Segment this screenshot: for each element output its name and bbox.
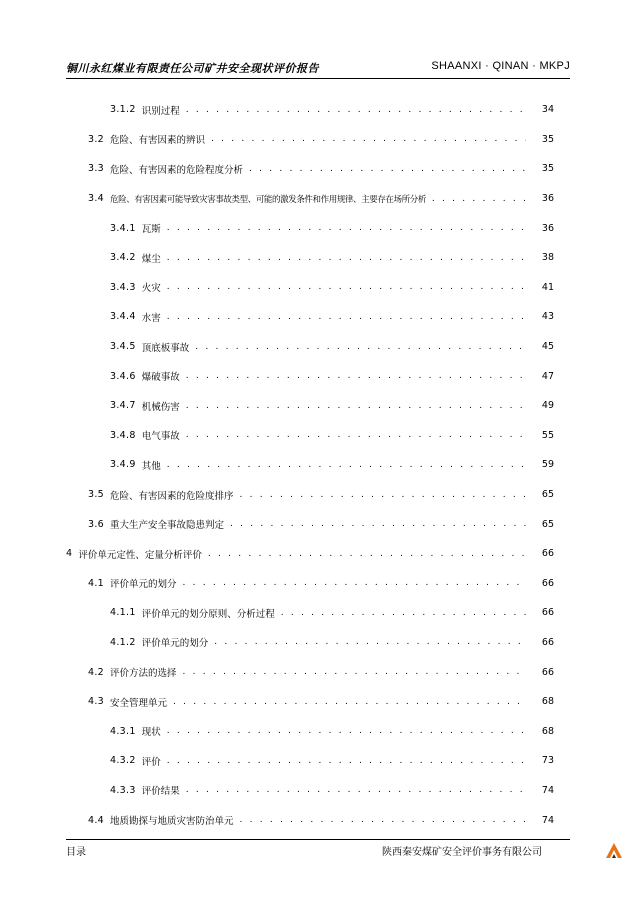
- toc-entry-page: 74: [541, 784, 554, 796]
- toc-entry[interactable]: [66, 332, 554, 362]
- toc-entry-title: 重大生产安全事故隐患判定: [110, 520, 225, 532]
- toc-entry-page: 35: [541, 133, 554, 145]
- toc-entry[interactable]: [66, 391, 554, 421]
- toc-entry[interactable]: [66, 184, 554, 214]
- toc-entry[interactable]: [66, 421, 554, 451]
- toc-entry-title: 爆破事故: [141, 372, 180, 384]
- toc-entry[interactable]: [66, 628, 554, 658]
- toc-entry-number: 4.2: [88, 666, 105, 678]
- toc-entry-number: 3.4.7: [110, 400, 136, 412]
- toc-entry-number: 3.4.6: [110, 370, 136, 382]
- toc-entry-title: 评价单元的划分原则、分析过程: [141, 608, 275, 620]
- toc-entry-number: 3.4.3: [110, 281, 136, 293]
- toc-entry-page: 55: [541, 429, 554, 441]
- toc-leader-dots: [186, 105, 526, 115]
- toc-leader-dots: [183, 667, 526, 677]
- toc-entry-number: 4.1.1: [110, 607, 136, 619]
- toc-entry-page: 66: [541, 548, 554, 560]
- toc-entry-number: 4: [66, 548, 73, 560]
- toc-entry-page: 66: [541, 577, 554, 589]
- toc-entry-page: 65: [541, 489, 554, 501]
- toc-entry-number: 4.1.2: [110, 636, 136, 648]
- toc-entry-number: 3.4.2: [110, 252, 136, 264]
- toc-entry-number: 3.4: [88, 193, 105, 205]
- toc-entry-title: 其他: [141, 460, 161, 472]
- toc-entry-page: 43: [541, 311, 554, 323]
- toc-entry-title: 现状: [141, 727, 161, 739]
- toc-leader-dots: [167, 726, 526, 736]
- toc-entry-page: 68: [541, 725, 554, 737]
- toc-entry-title: 危险、有害因素的危险度排序: [110, 490, 234, 502]
- toc-entry-number: 3.3: [88, 163, 105, 175]
- toc-entry-number: 3.4.4: [110, 311, 136, 323]
- toc-entry[interactable]: [66, 125, 554, 155]
- company-logo-icon: [604, 841, 624, 859]
- toc-leader-dots: [230, 519, 526, 529]
- toc-entry[interactable]: [66, 776, 554, 806]
- toc-entry-page: 41: [541, 281, 554, 293]
- toc-entry-title: 瓦斯: [141, 224, 161, 236]
- toc-entry-title: 火灾: [141, 283, 161, 295]
- toc-entry-number: 3.1.2: [110, 104, 136, 116]
- toc-entry-page: 66: [541, 666, 554, 678]
- toc-entry-title: 评价单元的划分: [141, 638, 209, 650]
- toc-entry-title: 评价方法的选择: [110, 668, 177, 680]
- toc-entry[interactable]: [66, 687, 554, 717]
- toc-leader-dots: [240, 815, 526, 825]
- toc-leader-dots: [240, 490, 526, 500]
- toc-entry-number: 4.3: [88, 696, 105, 708]
- toc-entry-number: 4.1: [88, 577, 105, 589]
- table-of-contents: [66, 95, 554, 835]
- toc-entry[interactable]: [66, 273, 554, 303]
- report-code: SHAANXI · QINAN · MKPJ: [431, 60, 570, 72]
- toc-entry-number: 3.5: [88, 489, 105, 501]
- toc-entry-title: 安全管理单元: [110, 697, 168, 709]
- toc-leader-dots: [214, 637, 526, 647]
- toc-entry-title: 评价结果: [141, 786, 180, 798]
- toc-entry-title: 顶底板事故: [141, 342, 190, 354]
- header-divider: [66, 78, 570, 79]
- toc-entry-page: 66: [541, 607, 554, 619]
- toc-leader-dots: [195, 342, 526, 352]
- toc-entry[interactable]: [66, 657, 554, 687]
- toc-leader-dots: [281, 608, 526, 618]
- toc-leader-dots: [167, 756, 526, 766]
- toc-entry-page: 47: [541, 370, 554, 382]
- toc-entry-title: 电气事故: [141, 431, 180, 443]
- toc-entry[interactable]: [66, 598, 554, 628]
- toc-entry[interactable]: [66, 302, 554, 332]
- toc-entry[interactable]: [66, 154, 554, 184]
- toc-leader-dots: [167, 282, 526, 292]
- toc-entry-title: 危险、有害因素的辨识: [110, 135, 206, 147]
- footer-divider: [66, 839, 570, 840]
- toc-entry[interactable]: [66, 805, 554, 835]
- toc-entry-number: 3.4.8: [110, 429, 136, 441]
- toc-entry-page: 59: [541, 459, 554, 471]
- toc-entry-title: 煤尘: [141, 253, 161, 265]
- toc-entry-number: 4.3.3: [110, 784, 136, 796]
- toc-entry[interactable]: [66, 361, 554, 391]
- toc-entry-title: 危险、有害因素可能导致灾害事故类型、可能的激发条件和作用规律、主要存在场所分析: [110, 194, 426, 205]
- toc-entry-number: 3.4.1: [110, 222, 136, 234]
- toc-entry-page: 36: [541, 193, 554, 205]
- toc-entry-number: 3.2: [88, 133, 105, 145]
- toc-entry-title: 识别过程: [141, 105, 180, 117]
- page-header: [66, 58, 570, 78]
- toc-entry[interactable]: [66, 509, 554, 539]
- toc-entry-title: 地质勘探与地质灾害防治单元: [110, 816, 234, 828]
- toc-leader-dots: [167, 460, 526, 470]
- toc-entry[interactable]: [66, 480, 554, 510]
- toc-entry-number: 3.6: [88, 518, 105, 530]
- toc-entry[interactable]: [66, 746, 554, 776]
- toc-entry-number: 3.4.9: [110, 459, 136, 471]
- toc-entry-page: 74: [541, 814, 554, 826]
- toc-entry-number: 4.3.1: [110, 725, 136, 737]
- toc-entry-title: 水害: [141, 312, 161, 324]
- toc-entry-page: 65: [541, 518, 554, 530]
- toc-leader-dots: [167, 253, 526, 263]
- toc-entry-title: 危险、有害因素的危险程度分析: [110, 164, 244, 176]
- toc-entry-page: 35: [541, 163, 554, 175]
- footer-section-label: 目录: [66, 847, 86, 858]
- toc-entry-number: 3.4.5: [110, 341, 136, 353]
- toc-leader-dots: [186, 371, 526, 381]
- toc-leader-dots: [183, 578, 526, 588]
- toc-leader-dots: [432, 194, 526, 204]
- toc-entry[interactable]: [66, 243, 554, 273]
- toc-leader-dots: [167, 312, 526, 322]
- toc-entry[interactable]: [66, 213, 554, 243]
- toc-entry[interactable]: [66, 95, 554, 125]
- toc-leader-dots: [173, 697, 526, 707]
- toc-entry-page: 38: [541, 252, 554, 264]
- toc-leader-dots: [186, 785, 526, 795]
- toc-entry[interactable]: [66, 716, 554, 746]
- toc-leader-dots: [186, 430, 526, 440]
- toc-entry[interactable]: [66, 569, 554, 599]
- toc-entry[interactable]: [66, 539, 554, 569]
- toc-entry-page: 73: [541, 755, 554, 767]
- toc-leader-dots: [186, 401, 526, 411]
- toc-entry-page: 66: [541, 636, 554, 648]
- page-footer: [66, 843, 570, 861]
- toc-entry-title: 机械伤害: [141, 401, 180, 413]
- toc-entry-title: 评价单元定性、定量分析评价: [78, 549, 202, 561]
- footer-company-name: 陕西秦安煤矿安全评价事务有限公司: [382, 847, 542, 858]
- toc-entry-number: 4.3.2: [110, 755, 136, 767]
- toc-entry[interactable]: [66, 450, 554, 480]
- toc-entry-title: 评价单元的划分: [110, 579, 177, 591]
- toc-entry-title: 评价: [141, 756, 161, 768]
- toc-entry-page: 34: [541, 104, 554, 116]
- toc-entry-page: 45: [541, 341, 554, 353]
- toc-leader-dots: [249, 164, 526, 174]
- toc-entry-number: 4.4: [88, 814, 105, 826]
- toc-entry-page: 68: [541, 696, 554, 708]
- toc-leader-dots: [167, 223, 526, 233]
- toc-entry-page: 36: [541, 222, 554, 234]
- toc-leader-dots: [211, 134, 526, 144]
- toc-entry-page: 49: [541, 400, 554, 412]
- toc-leader-dots: [208, 549, 526, 559]
- report-title: 铜川永红煤业有限责任公司矿井安全现状评价报告: [66, 62, 319, 75]
